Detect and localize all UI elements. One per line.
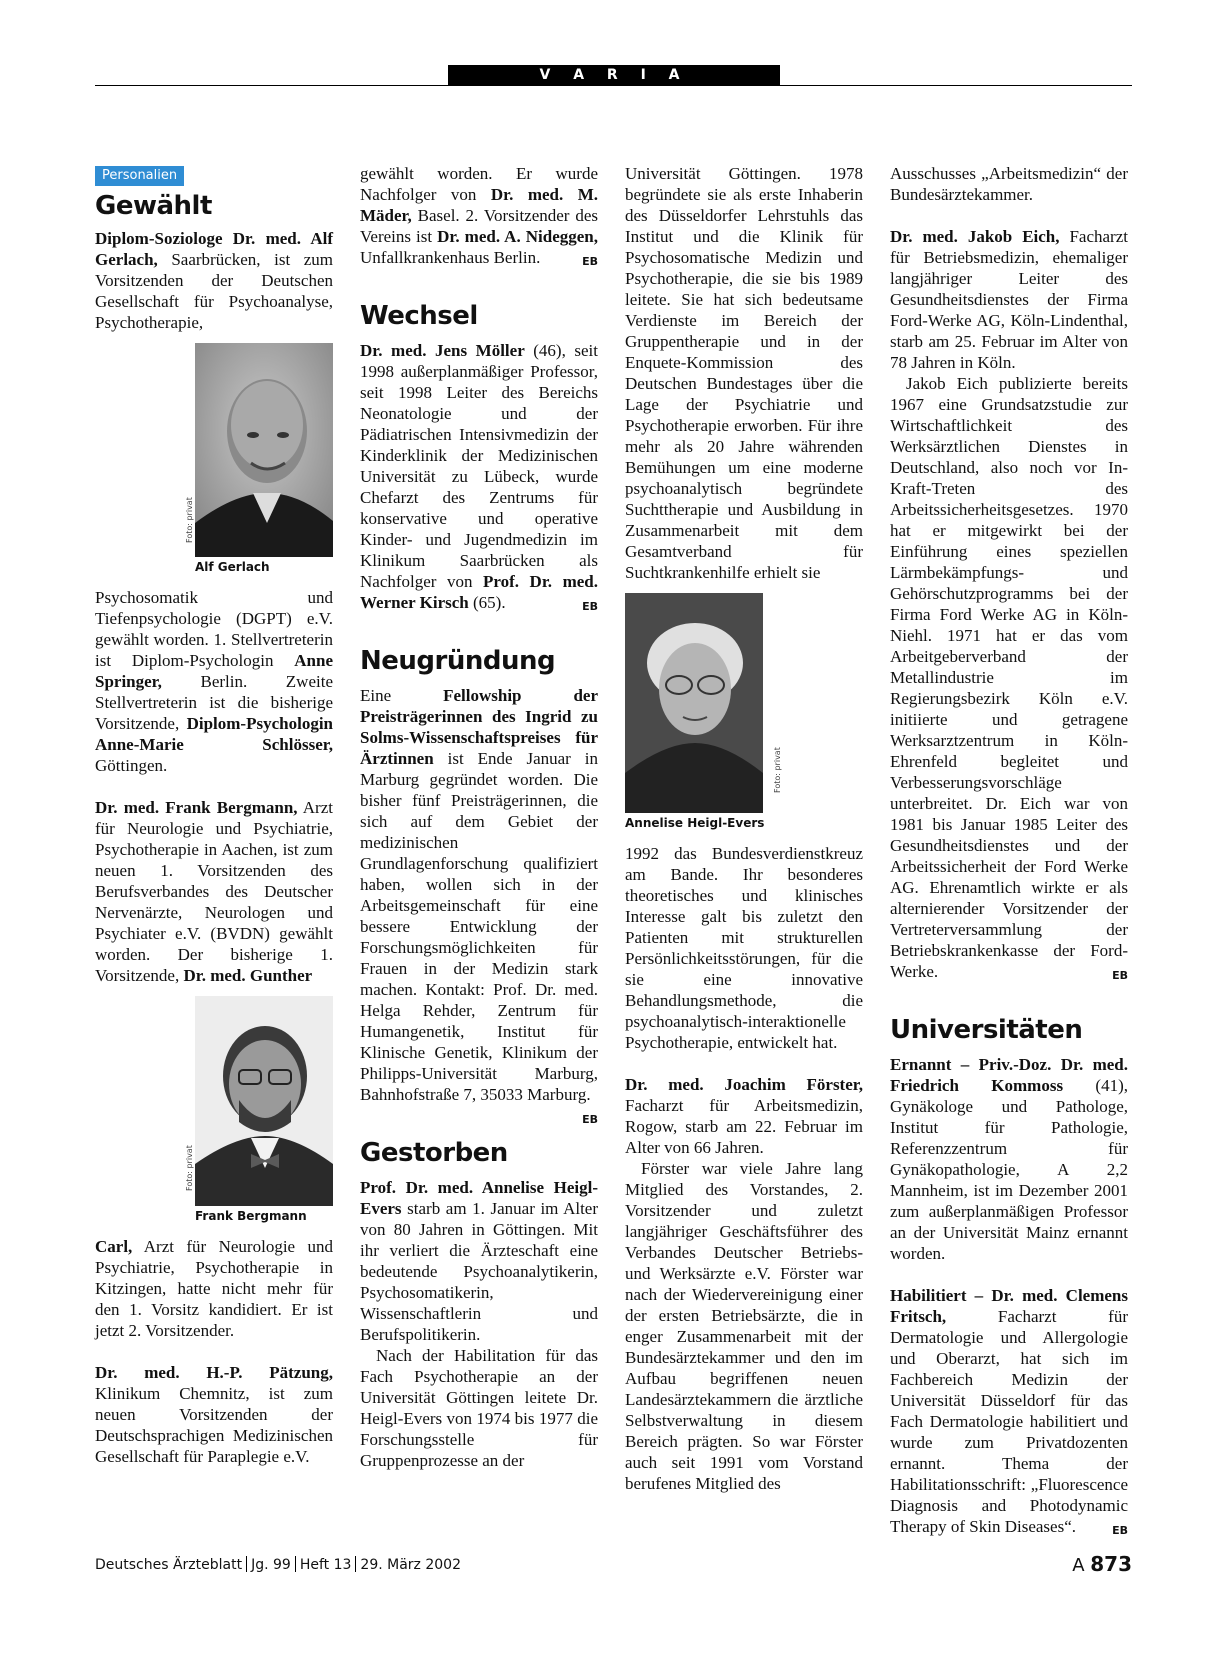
person-name: Carl, — [95, 1237, 133, 1256]
heading-gestorben: Gestorben — [360, 1138, 508, 1168]
organization-name: Fellowship der Preisträgerinnen des Ingrid zu Solms-Wissenschaftspreises für Ärztinnen — [360, 686, 599, 768]
author-mark: EB — [582, 255, 598, 268]
footer-separator — [355, 1556, 356, 1572]
person-name: Habilitiert – Dr. med. Clemens Fritsch, — [890, 1286, 1128, 1326]
heading-neugruendung: Neugründung — [360, 646, 556, 676]
person-name: Diplom-Psychologin Anne-Marie Schlösser, — [95, 714, 333, 754]
caption-bergmann: Frank Bergmann — [195, 1209, 307, 1223]
article-text: gewählt worden. Er wurde Nachfolger von — [360, 164, 598, 204]
person-name: Dr. med. Joachim Förster, — [625, 1075, 863, 1094]
person-name: Dr. med. Jakob Eich, — [890, 227, 1060, 246]
article-foerster-cont: Förster war viele Jahre lang Mitglied des Vorstandes, 2. Vorsitzender und zuletzt langjähriger Geschäftsführer des Verbandes Deutscher Betriebs- und Werksärzte e.V. Förster war nach der Wiedervereinigung einer der ersten Betriebsärzte, die in enger Zusammenarbeit mit der Bundesärztekammer und den im Aufbau begriffenen neuen Landesärztekammern die ärztliche Selbstverwaltung in diesem Bereich prägten. So war Förster auch seit 1991 vom Vorstand berufenes Mitglied des — [625, 1159, 863, 1493]
person-name: Diplom-Soziologe Dr. med. Alf Gerlach, — [95, 229, 333, 269]
footer — [95, 1556, 461, 1573]
column-2 — [360, 163, 598, 1471]
footer-separator — [246, 1556, 247, 1572]
volume: Jg. 99 — [251, 1557, 291, 1573]
article-text: Klinikum Chemnitz, ist zum neuen Vorsitzenden der Deutschsprachigen Medizinischen Gesellschaft für Paraplegie e.V. — [95, 1384, 333, 1466]
article-heigl-evers-cont2: Universität Göttingen. 1978 begründete sie als erste Inhaberin des Düsseldorfer Lehrstuhls das Institut und die Klinik für Psychosomatische Medizin und Psychotherapie, die sie bis 1989 leitete. Sie hat sich bedeutsame Verdienste im Bereich der Gruppentherapie und in der Enquete-Kommission des Deutschen Bundestages über die Lage der Psychiatrie und Psychotherapie erworben. Für ihre mehr als 20 Jahre währenden Bemühungen um eine moderne psychoanalytisch begründete Suchttherapie und Ausbildung in Zusammenarbeit mit dem Gesamtverband für Suchtkrankenhilfe erhielt sie — [625, 164, 863, 582]
author-mark: EB — [1112, 1524, 1128, 1537]
article-text: (65). — [468, 593, 506, 612]
portrait-bergmann — [195, 996, 333, 1206]
person-name: Dr. med. Jens Möller — [360, 341, 525, 360]
article-text: Basel. 2. Vorsitzender des Vereins ist — [360, 206, 598, 246]
journal-name: Deutsches Ärzteblatt — [95, 1557, 243, 1573]
article-text: Psychosomatik und Tiefenpsychologie (DGPT) e.V. gewählt worden. 1. Stellvertreterin ist Diplom-Psychologin — [95, 588, 333, 670]
issue: Heft 13 — [299, 1557, 352, 1573]
portrait-heigl-evers — [625, 593, 763, 813]
person-name: Prof. Dr. med. Werner Kirsch — [360, 572, 598, 612]
rubric-tag: Personalien — [95, 166, 184, 186]
article-gerlach — [95, 228, 333, 333]
heading-gewaehlt: Gewählt — [95, 191, 212, 221]
article-eich — [890, 226, 1128, 373]
article-bergmann — [95, 797, 333, 986]
article-fellowship — [360, 685, 599, 1126]
article-text: ist Ende Januar in Marburg gegründet worden. Die bisher fünf Preisträgerinnen, die sich auf dem Gebiet der medizinischen Grundlagenforschung qualifiziert haben, wollen sich in der Arbeitsgemeinschaft für eine bessere Entwicklung der Forschungsmöglichkeiten für Frauen in der Medizin stark machen. Kontakt: Prof. Dr. med. Helga Rehder, Zentrum für Humangenetik, Institut für Klinische Genetik, Klinikum der Philipps-Universität Marburg, Bahnhofstraße 7, 35033 Marburg. — [360, 749, 598, 1104]
person-name: Dr. med. A. Nideggen, — [437, 227, 598, 246]
issue-date: 29. März 2002 — [360, 1557, 461, 1573]
article-fritsch — [890, 1285, 1128, 1537]
article-text: Facharzt für Arbeitsmedizin, Rogow, starb am 22. Februar im Alter von 66 Jahren. — [625, 1096, 863, 1157]
article-text: Facharzt für Dermatologie und Allergologie und Oberarzt, hat sich im Fachbereich Medizin der Universität Düsseldorf für das Fach Dermatologie habilitiert und wurde zum Privatdozenten ernannt. Thema der Habilitationsschrift: „Fluorescence Diagnosis and Photodynamic Therapy of Skin Diseases“. — [890, 1307, 1128, 1536]
article-heigl-evers-cont: Nach der Habilitation für das Fach Psychotherapie an der Universität Göttingen leitete Dr. Heigl-Evers von 1974 bis 1977 die Forschungsstelle für Gruppenprozesse an der — [360, 1346, 598, 1470]
portrait-gerlach — [195, 343, 333, 557]
article-text: Arzt für Neurologie und Psychiatrie, Psychotherapie in Kitzingen, hatte nicht mehr für den 1. Vorsitz kandidiert. Er ist jetzt 2. Vorsitzender. — [95, 1237, 333, 1340]
article-carl — [95, 1236, 333, 1341]
photo-credit: Foto: privat — [773, 747, 782, 793]
article-text: Unfallkrankenhaus Berlin. — [360, 248, 541, 267]
article-eich-cont — [890, 373, 1128, 982]
section-header: V A R I A — [448, 65, 780, 86]
person-name: Anne Springer, — [95, 651, 333, 691]
caption-heigl-evers: Annelise Heigl-Evers — [625, 816, 765, 830]
photo-heigl-evers — [625, 593, 863, 813]
article-text: Facharzt für Betriebsmedizin, ehemaliger langjähriger Leiter des Gesundheitsdienstes der Firma Ford-Werke AG, Köln-Lindenthal, starb am 25. Februar im Alter von 78 Jahren in Köln. — [890, 227, 1128, 372]
author-mark: EB — [1112, 969, 1128, 982]
photo-gerlach — [185, 343, 333, 557]
footer-separator — [295, 1556, 296, 1572]
person-name: Dr. med. H.-P. Pätzung, — [95, 1363, 333, 1382]
article-text: Arzt für Neurologie und Psychiatrie, Psychotherapie in Aachen, ist zum neuen 1. Vorsitzenden des Berufsverbandes des Deutscher Nervenärzte, Neurologen und Psychiater e.V. (BVDN) gewählt worden. Der bisherige 1. Vorsitzende, — [95, 798, 333, 985]
article-text: Saarbrücken, ist zum Vorsitzenden der Deutschen Gesellschaft für Psychoanalyse, Psychotherapie, — [95, 250, 333, 332]
article-kommoss — [890, 1054, 1128, 1264]
person-name: Dr. med. Gunther — [183, 966, 313, 985]
person-name: Dr. med. M. Mäder, — [360, 185, 598, 225]
article-foerster — [625, 1074, 863, 1158]
article-gerlach-cont — [95, 587, 333, 776]
article-text: Eine — [360, 686, 444, 705]
heading-universitaeten: Universitäten — [890, 1015, 1083, 1045]
column-3 — [625, 163, 863, 1494]
page-number — [1072, 1552, 1132, 1576]
page-prefix: A — [1072, 1555, 1085, 1576]
page-number-value: 873 — [1090, 1552, 1132, 1576]
caption-gerlach: Alf Gerlach — [195, 560, 270, 574]
author-mark: EB — [582, 600, 598, 613]
person-name: Dr. med. Frank Bergmann, — [95, 798, 298, 817]
photo-bergmann — [185, 996, 333, 1206]
article-bergmann-cont — [360, 163, 598, 268]
article-text: Berlin. Zweite Stellvertreterin ist die bisherige Vorsitzende, — [95, 672, 333, 733]
column-1 — [95, 163, 333, 1467]
article-moeller — [360, 340, 598, 613]
article-heigl-evers — [360, 1177, 598, 1345]
person-name: Prof. Dr. med. Annelise Heigl-Evers — [360, 1178, 598, 1218]
article-text: (41), Gynäkologe und Pathologe, Institut für Pathologie, Referenzzentrum für Gynäkopathologie, A 2,2 Mannheim, ist im Dezember 2001 zum außerplanmäßigen Professor an der Universität Mainz ernannt worden. — [890, 1076, 1128, 1263]
article-text: (46), seit 1998 außerplanmäßiger Professor, seit 1998 Leiter des Bereichs Neonatologie und der Pädiatrischen Intensivmedizin der Kinderklinik der Medizinischen Universität zu Lübeck, wurde Chefarzt des Zentrums für konservative und operative Kinder- und Jugendmedizin im Klinikum Saarbrücken als Nachfolger von — [360, 341, 598, 591]
article-text: Göttingen. — [95, 756, 168, 775]
article-text: starb am 1. Januar im Alter von 80 Jahren in Göttingen. Mit ihr verliert die Ärzteschaft eine bedeutende Psychoanalytikerin, Psychosomatikerin, Wissenschaftlerin und Berufspolitikerin. — [360, 1199, 598, 1344]
article-foerster-cont2: Ausschusses „Arbeitsmedizin“ der Bundesärztekammer. — [890, 164, 1128, 204]
article-heigl-evers-cont3: 1992 das Bundesverdienstkreuz am Bande. Ihr besonderes theoretisches und klinisches Interesse galt bis zuletzt den Patienten mit strukturellen Persönlichkeitsstörungen, für die sie eine innovative Behandlungsmethode, die psychoanalytisch-interaktionelle Psychotherapie, entwickelt hat. — [625, 844, 863, 1052]
photo-credit: Foto: privat — [185, 1145, 194, 1191]
article-text: Jakob Eich publizierte bereits 1967 eine Grundsatzstudie zur Wirtschaftlichkeit des Werksärztlichen Dienstes in Deutschland, also noch vor In-Kraft-Treten des Arbeitssicherheitsgesetzes. 1970 hat er mitgewirkt bei der Einführung eines speziellen Lärmbekämpfungs- und Gehörschutzprogramms bei der Firma Ford Werke AG in Köln-Niehl. 1971 hat er das vom Arbeitgeberverband der Metallindustrie im Regierungsbezirk Köln e.V. initiierte und getragene Werksarztzentrum in Köln-Ehrenfeld begleitet und Verbesserungsvorschläge unterbreitet. Dr. Eich war von 1981 bis Januar 1985 Leiter des Gesundheitsdienstes und der Arbeitssicherheit der Ford Werke AG. Ehrenamtlich wirkte er als alternierender Vorsitzender der Vertreterversammlung der Betriebskrankenkasse der Ford-Werke. — [890, 374, 1128, 981]
article-paetzung — [95, 1362, 333, 1467]
photo-credit: Foto: privat — [185, 497, 194, 543]
author-mark: EB — [582, 1113, 598, 1126]
person-name: Ernannt – Priv.-Doz. Dr. med. Friedrich Kommoss — [890, 1055, 1128, 1095]
column-4 — [890, 163, 1128, 1541]
heading-wechsel: Wechsel — [360, 301, 478, 331]
